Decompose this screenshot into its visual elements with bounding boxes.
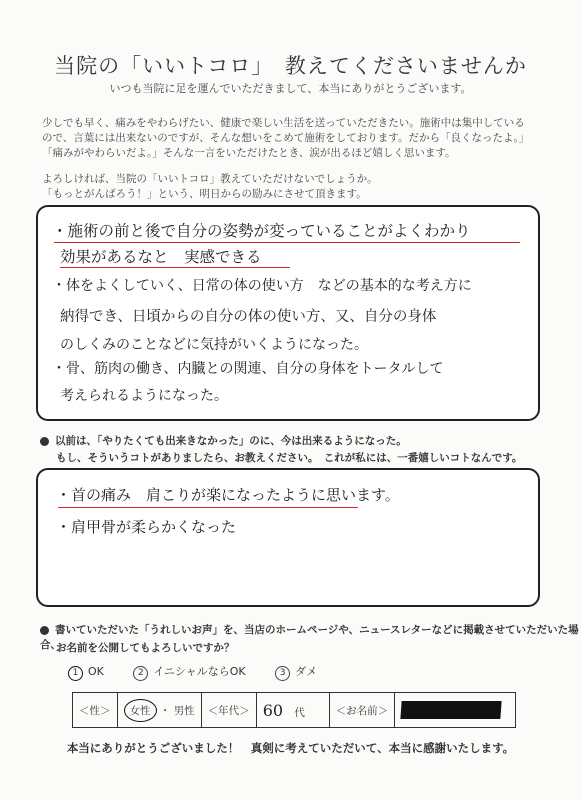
age-label: ＜年代＞: [201, 693, 256, 728]
intro-text: [42, 116, 542, 213]
gender-label: ＜性＞: [73, 693, 118, 728]
respondent-info-table: [72, 692, 516, 728]
option-number: 1: [68, 666, 83, 681]
age-suffix: 代: [294, 706, 305, 719]
handwritten-line: ・体をよくしていく、日常の体の使い方 などの基本的な考え方に: [52, 278, 472, 294]
option-label: OK: [88, 665, 104, 678]
option-initials-ok[interactable]: [133, 663, 245, 681]
page-title: 当院の「いいトコロ」 教えてくださいませんか: [54, 54, 527, 78]
handwritten-line: のしくみのことなどに気持がいくようになった。: [60, 337, 368, 353]
option-ok[interactable]: [68, 665, 104, 681]
question-2-line-2: もし、そういうコトがありましたら、お教えください。 これが私には、一番嬉しいコトなんです。: [56, 452, 523, 464]
answer-box-1[interactable]: [36, 205, 540, 421]
bullet-icon: [40, 437, 49, 446]
intro-line: 「もっとがんばろう！」という、明日からの励みにさせて頂きます。: [42, 188, 367, 200]
intro-line: 「痛みがやわらいだよ。」そんな一言をいただけたとき、涙が出るほど嬉しく思います。: [42, 147, 456, 159]
intro-paragraph-2: [42, 172, 542, 202]
age-field[interactable]: [256, 693, 329, 728]
publish-options: [68, 663, 343, 681]
intro-line: 少しでも早く、痛みをやわらげたい、健康で楽しい生活を送っていただきたい。施術中は集中している: [42, 117, 525, 129]
option-number: 3: [275, 666, 290, 681]
name-label: ＜お名前＞: [329, 693, 395, 728]
gender-female-selected[interactable]: 女性: [124, 699, 157, 722]
handwritten-line: 効果があるなと 実感できる: [60, 248, 262, 266]
bullet-icon: [40, 626, 49, 635]
page-subtitle: いつも当院に足を運んでいただきまして、本当にありがとうございます。: [109, 82, 472, 95]
option-label: イニシャルならOK: [153, 665, 246, 678]
gender-field[interactable]: [117, 693, 201, 728]
answer-box-2[interactable]: [36, 468, 540, 607]
option-number: 2: [133, 666, 148, 681]
question-2-line-1: [40, 433, 407, 448]
handwritten-line: ・骨、筋肉の働き、内臓との関連、自分の身体をトータルして: [52, 361, 444, 377]
handwritten-line: ・施術の前と後で自分の姿勢が変っていることがよくわかり: [52, 222, 471, 240]
handwritten-line: ・首の痛み 肩こりが楽になったように思います。: [56, 486, 400, 504]
red-underline: [60, 267, 290, 268]
redacted-name: [401, 701, 502, 719]
name-field[interactable]: [395, 693, 516, 728]
question-3-line-2: お名前を公開してもよろしいですか？: [56, 642, 235, 654]
intro-line: ので、言葉には出来ないのですが、そんな想いをこめて施術をしております。だから「良くなったよ。」: [42, 132, 530, 144]
red-underline: [54, 242, 520, 243]
intro-line: よろしければ、当院の「いいトコロ」教えていただけないでしょうか。: [42, 173, 378, 185]
intro-paragraph-1: [42, 116, 542, 161]
gender-separator: ・: [159, 704, 171, 717]
handwritten-line: 考えられるようになった。: [60, 388, 228, 404]
gender-male[interactable]: 男性: [173, 704, 195, 717]
handwritten-line: ・肩甲骨が柔らかくなった: [56, 518, 237, 536]
red-underline: [58, 507, 358, 508]
handwritten-line: 納得でき、日頃からの自分の体の使い方、又、自分の身体: [60, 309, 437, 325]
question-2-text: 以前は、「やりたくても出来きなかった」のに、今は出来るようになった。: [55, 435, 407, 447]
option-label: ダメ: [295, 665, 318, 678]
question-3-text: 書いていただいた「うれしいお声」を、当店のホームページや、ニュースレターなどに掲載させていただいた場合、: [40, 624, 579, 651]
thank-you-footer: 本当にありがとうございました！ 真剣に考えていただいて、本当に感謝いたします。: [66, 741, 515, 755]
age-value: 60: [262, 700, 284, 720]
option-no[interactable]: [275, 663, 317, 681]
